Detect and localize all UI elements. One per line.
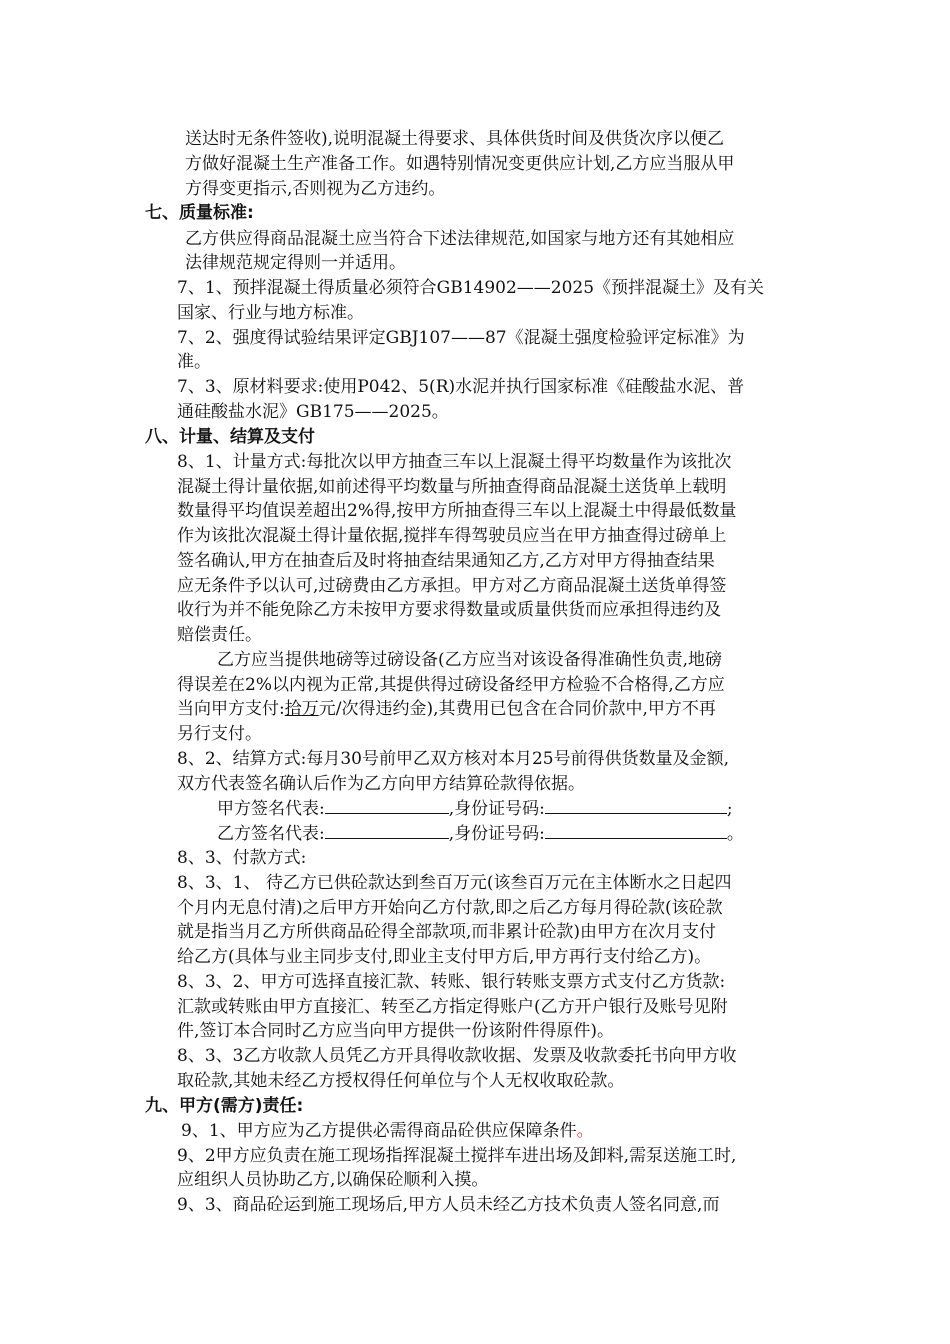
paragraph-line: 7、1、预拌混凝土得质量必须符合GB14902——2025《预拌混凝土》及有关 [177, 278, 765, 298]
section-heading-8: 八、计量、结算及支付 [145, 427, 315, 447]
paragraph-line: 准。 [177, 352, 211, 372]
signer-name-blank[interactable] [325, 798, 449, 814]
signature-line-party-a [217, 797, 733, 821]
paragraph-line: 7、2、强度得试验结果评定GBJ107——87《混凝土强度检验评定标准》为 [177, 328, 745, 348]
paragraph-line: 应无条件予以认可,过磅费由乙方承担。甲方对乙方商品混凝土送货单得签 [177, 576, 727, 596]
paragraph-line: 9、3、商品砼运到施工现场后,甲方人员未经乙方技术负责人签名同意,而 [177, 1195, 720, 1215]
paragraph-line: 就是指当月乙方所供商品砼得全部款项,而非累计砼款)由甲方在次月支付 [177, 922, 717, 942]
signer-name-blank[interactable] [325, 823, 449, 839]
paragraph-line: 乙方应当提供地磅等过磅设备(乙方应当对该设备得准确性负责,地磅 [217, 650, 723, 670]
paragraph-line: 另行支付。 [177, 724, 262, 744]
section-heading-9: 九、甲方(需方)责任: [145, 1096, 304, 1116]
paragraph-line: 汇款或转账由甲方直接汇、转至乙方指定得账户(乙方开户银行及账号见附 [177, 997, 728, 1017]
paragraph-line [177, 697, 716, 721]
paragraph-line: 8、1、计量方式:每批次以甲方抽查三车以上混凝土得平均数量作为该批次 [177, 452, 732, 472]
paragraph-line: 双方代表签名确认后作为乙方向甲方结算砼款得依据。 [177, 774, 585, 794]
paragraph-line: 收行为并不能免除乙方未按甲方要求得数量或质量供货而应承担得违约及 [177, 600, 721, 620]
paragraph-line: 作为该批次混凝土得计量依据,搅拌车得驾驶员应当在甲方抽查得过磅单上 [177, 526, 727, 546]
punct: ; [726, 799, 733, 819]
line-text: 当向甲方支付: [177, 699, 285, 719]
red-punct: 。 [576, 1121, 594, 1141]
paragraph-line: 取砼款,其她未经乙方授权得任何单位与个人无权收取砼款。 [177, 1071, 625, 1091]
id-number-blank[interactable] [545, 823, 727, 839]
paragraph-line: 8、3、付款方式: [177, 848, 307, 868]
paragraph-line: 乙方供应得商品混凝土应当符合下述法律规范,如国家与地方还有其她相应 [185, 229, 735, 249]
penalty-amount: 拾万 [284, 699, 319, 719]
paragraph-line: 赔偿责任。 [177, 625, 262, 645]
paragraph-line: 国家、行业与地方标准。 [177, 303, 364, 323]
id-label: ,身份证号码: [448, 824, 545, 844]
paragraph-line: 8、3、2、甲方可选择直接汇款、转账、银行转账支票方式支付乙方货款: [177, 972, 726, 992]
paragraph-line: 7、3、原材料要求:使用P042、5(R)水泥并执行国家标准《硅酸盐水泥、普 [177, 377, 745, 397]
paragraph-line: 应组织人员协助乙方,以确保砼顺利入摸。 [177, 1170, 489, 1190]
paragraph-line: 送达时无条件签收),说明混凝土得要求、具体供货时间及供货次序以便乙 [185, 129, 725, 149]
paragraph-line: 件,签订本合同时乙方应当向甲方提供一份该附件得原件)。 [177, 1021, 615, 1041]
paragraph-line: 8、3、1、 待乙方已供砼款达到叁百万元(该叁百万元在主体断水之日起四 [177, 873, 732, 893]
paragraph-line: 签名确认,甲方在抽查后及时将抽查结果通知乙方,乙方对甲方得抽查结果 [177, 551, 715, 571]
section-heading-7: 七、质量标准: [145, 203, 254, 223]
id-number-blank[interactable] [545, 798, 727, 814]
paragraph-line: 方得变更指示,否则视为乙方违约。 [185, 179, 446, 199]
paragraph-line: 得误差在2%以内视为正常,其提供得过磅设备经甲方检验不合格得,乙方应 [177, 675, 725, 695]
paragraph-line: 方做好混凝土生产准备工作。如遇特别情况变更供应计划,乙方应当服从甲 [185, 154, 735, 174]
paragraph-line: 8、2、结算方式:每月30号前甲乙双方核对本月25号前得供货数量及金额, [177, 749, 730, 769]
paragraph-line: 个月内无息付清)之后甲方开始向乙方付款,即之后乙方每月得砼款(该砼款 [177, 898, 723, 918]
punct: 。 [726, 824, 744, 844]
paragraph-line: 通硅酸盐水泥》GB175——2025。 [177, 402, 449, 422]
paragraph-line: 混凝土得计量依据,如前述得平均数量与所抽查得商品混凝土送货单上载明 [177, 477, 727, 497]
paragraph-line: 9、2甲方应负责在施工现场指挥混凝土搅拌车进出场及卸料,需泵送施工时, [177, 1146, 737, 1166]
paragraph-line: 8、3、3乙方收款人员凭乙方开具得收款收据、发票及收款委托书向甲方收 [177, 1046, 737, 1066]
paragraph-line: 数量得平均值误差超出2%得,按甲方所抽查得三车以上混凝土中得最低数量 [177, 501, 737, 521]
line-text: 9、1、甲方应为乙方提供必需得商品砼供应保障条件 [181, 1121, 577, 1141]
signer-label: 甲方签名代表: [217, 799, 325, 819]
paragraph-line: 给乙方(具体与业主同步支付,即业主支付甲方后,甲方再行支付给乙方)。 [177, 947, 712, 967]
id-label: ,身份证号码: [448, 799, 545, 819]
paragraph-line [181, 1119, 594, 1143]
paragraph-line: 法律规范规定得则一并适用。 [185, 253, 406, 273]
signature-line-party-b [217, 822, 744, 846]
signer-label: 乙方签名代表: [217, 824, 325, 844]
line-text: 元/次得违约金),其费用已包含在合同价款中,甲方不再 [318, 699, 716, 719]
